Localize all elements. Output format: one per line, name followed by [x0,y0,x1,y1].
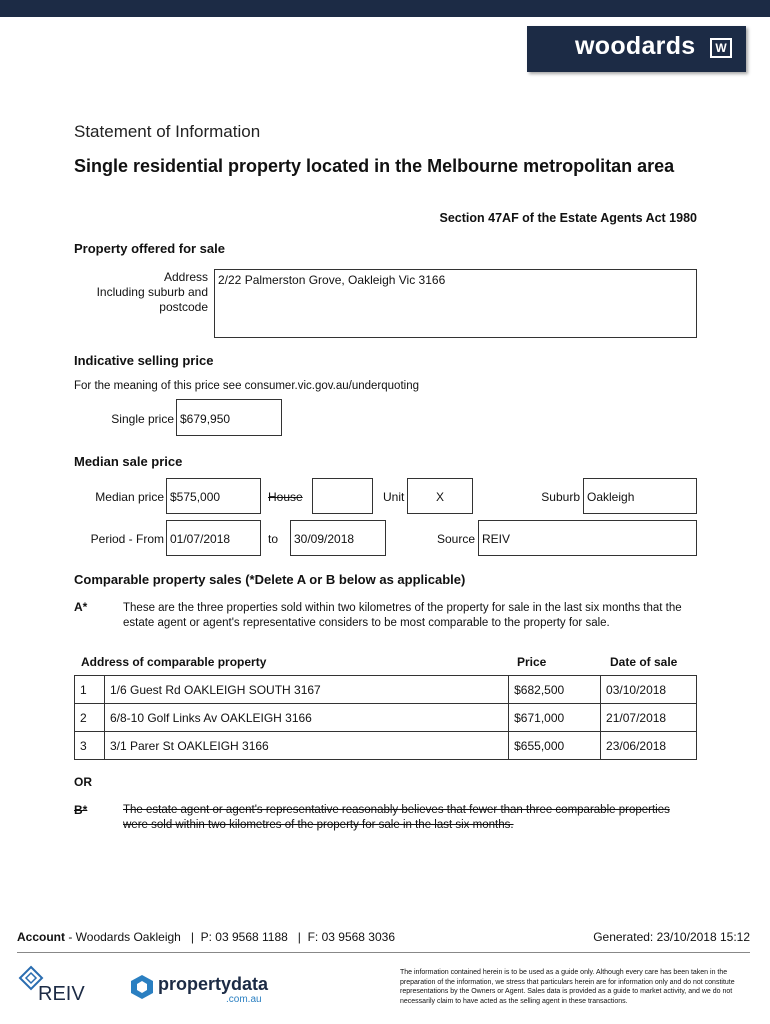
generated-timestamp: Generated: 23/10/2018 15:12 [593,930,750,944]
suburb-label: Suburb [541,490,580,504]
row-price: $671,000 [509,704,601,732]
option-a-label: A* [74,600,88,614]
median-price-label: Median price [95,490,164,504]
single-price-field[interactable]: $679,950 [176,399,282,436]
col-address-header: Address of comparable property [81,655,267,669]
reiv-text: REIV [38,983,85,1005]
address-label: Address Including suburb and postcode [96,270,208,314]
statement-heading: Statement of Information [74,122,261,141]
account-label: Account [17,930,65,944]
row-number: 3 [75,732,105,760]
row-date: 23/06/2018 [601,732,697,760]
period-to-field[interactable]: 30/09/2018 [290,520,386,556]
reiv-logo [18,965,98,1007]
col-price-header: Price [517,655,547,669]
median-heading: Median sale price [74,454,183,469]
row-price: $682,500 [509,676,601,704]
row-address: 1/6 Guest Rd OAKLEIGH SOUTH 3167 [104,676,508,704]
propertydata-logo [130,972,280,1008]
table-row [75,676,697,704]
median-price-field[interactable]: $575,000 [166,478,261,514]
propertydata-sub: .com.au [226,994,262,1005]
row-date: 21/07/2018 [601,704,697,732]
suburb-field[interactable]: Oakleigh [583,478,697,514]
disclaimer: The information contained herein is to be used as a guide only. Although every care has been taken in the preparation of the information, we stress that particulars herein are for information only and do not constitute representations by the Owners or Agent. Sales data is provided as a guide to market activity, and we do not necessarily claim to have acted as the selling agent in these transactions. [400,969,735,1005]
option-b-text: The estate agent or agent's representative reasonably believes that fewer than three comparable properties were sold within two kilometres of the property for sale in the last six months. [123,804,670,831]
row-number: 2 [75,704,105,732]
brand-mark-icon: W [710,38,732,58]
footer-divider [17,952,750,953]
row-date: 03/10/2018 [601,676,697,704]
propertydata-hex-icon [130,974,154,1000]
or-label: OR [74,775,92,789]
brand-name: woodards [575,32,696,60]
account-info [17,930,395,944]
table-row [75,704,697,732]
property-heading: Property offered for sale [74,241,225,256]
unit-field[interactable]: X [407,478,473,514]
to-label: to [268,532,279,546]
option-b-label: B* [74,803,88,817]
row-address: 3/1 Parer St OAKLEIGH 3166 [104,732,508,760]
single-price-label: Single price [111,412,174,426]
woodards-logo [527,26,746,72]
option-a-text: These are the three properties sold within two kilometres of the property for sale in the last six months that the estate agent or agent's representative considers to be most comparable to the property for sale. [123,602,682,629]
period-from-field[interactable]: 01/07/2018 [166,520,261,556]
source-label: Source [436,532,475,546]
unit-label: Unit [383,490,405,504]
row-price: $655,000 [509,732,601,760]
row-address: 6/8-10 Golf Links Av OAKLEIGH 3166 [104,704,508,732]
table-row [75,732,697,760]
col-date-header: Date of sale [610,655,678,669]
indicative-heading: Indicative selling price [74,353,214,368]
underquoting-note: For the meaning of this price see consumer.vic.gov.au/underquoting [74,380,419,392]
address-field[interactable]: 2/22 Palmerston Grove, Oakleigh Vic 3166 [214,269,697,338]
section-reference: Section 47AF of the Estate Agents Act 1980 [439,211,697,225]
house-field[interactable] [312,478,373,514]
account-text: - Woodards Oakleigh | P: 03 9568 1188 | F: 03 9568 3036 [65,930,395,944]
house-label: House [268,490,303,504]
comparable-table [74,675,697,760]
source-field[interactable]: REIV [478,520,697,556]
period-label: Period - From [90,532,164,546]
row-number: 1 [75,676,105,704]
comparable-heading: Comparable property sales (*Delete A or B below as applicable) [74,572,466,587]
top-bar [0,0,770,17]
page-title: Single residential property located in the Melbourne metropolitan area [74,156,675,176]
propertydata-text: propertydata [158,974,269,994]
